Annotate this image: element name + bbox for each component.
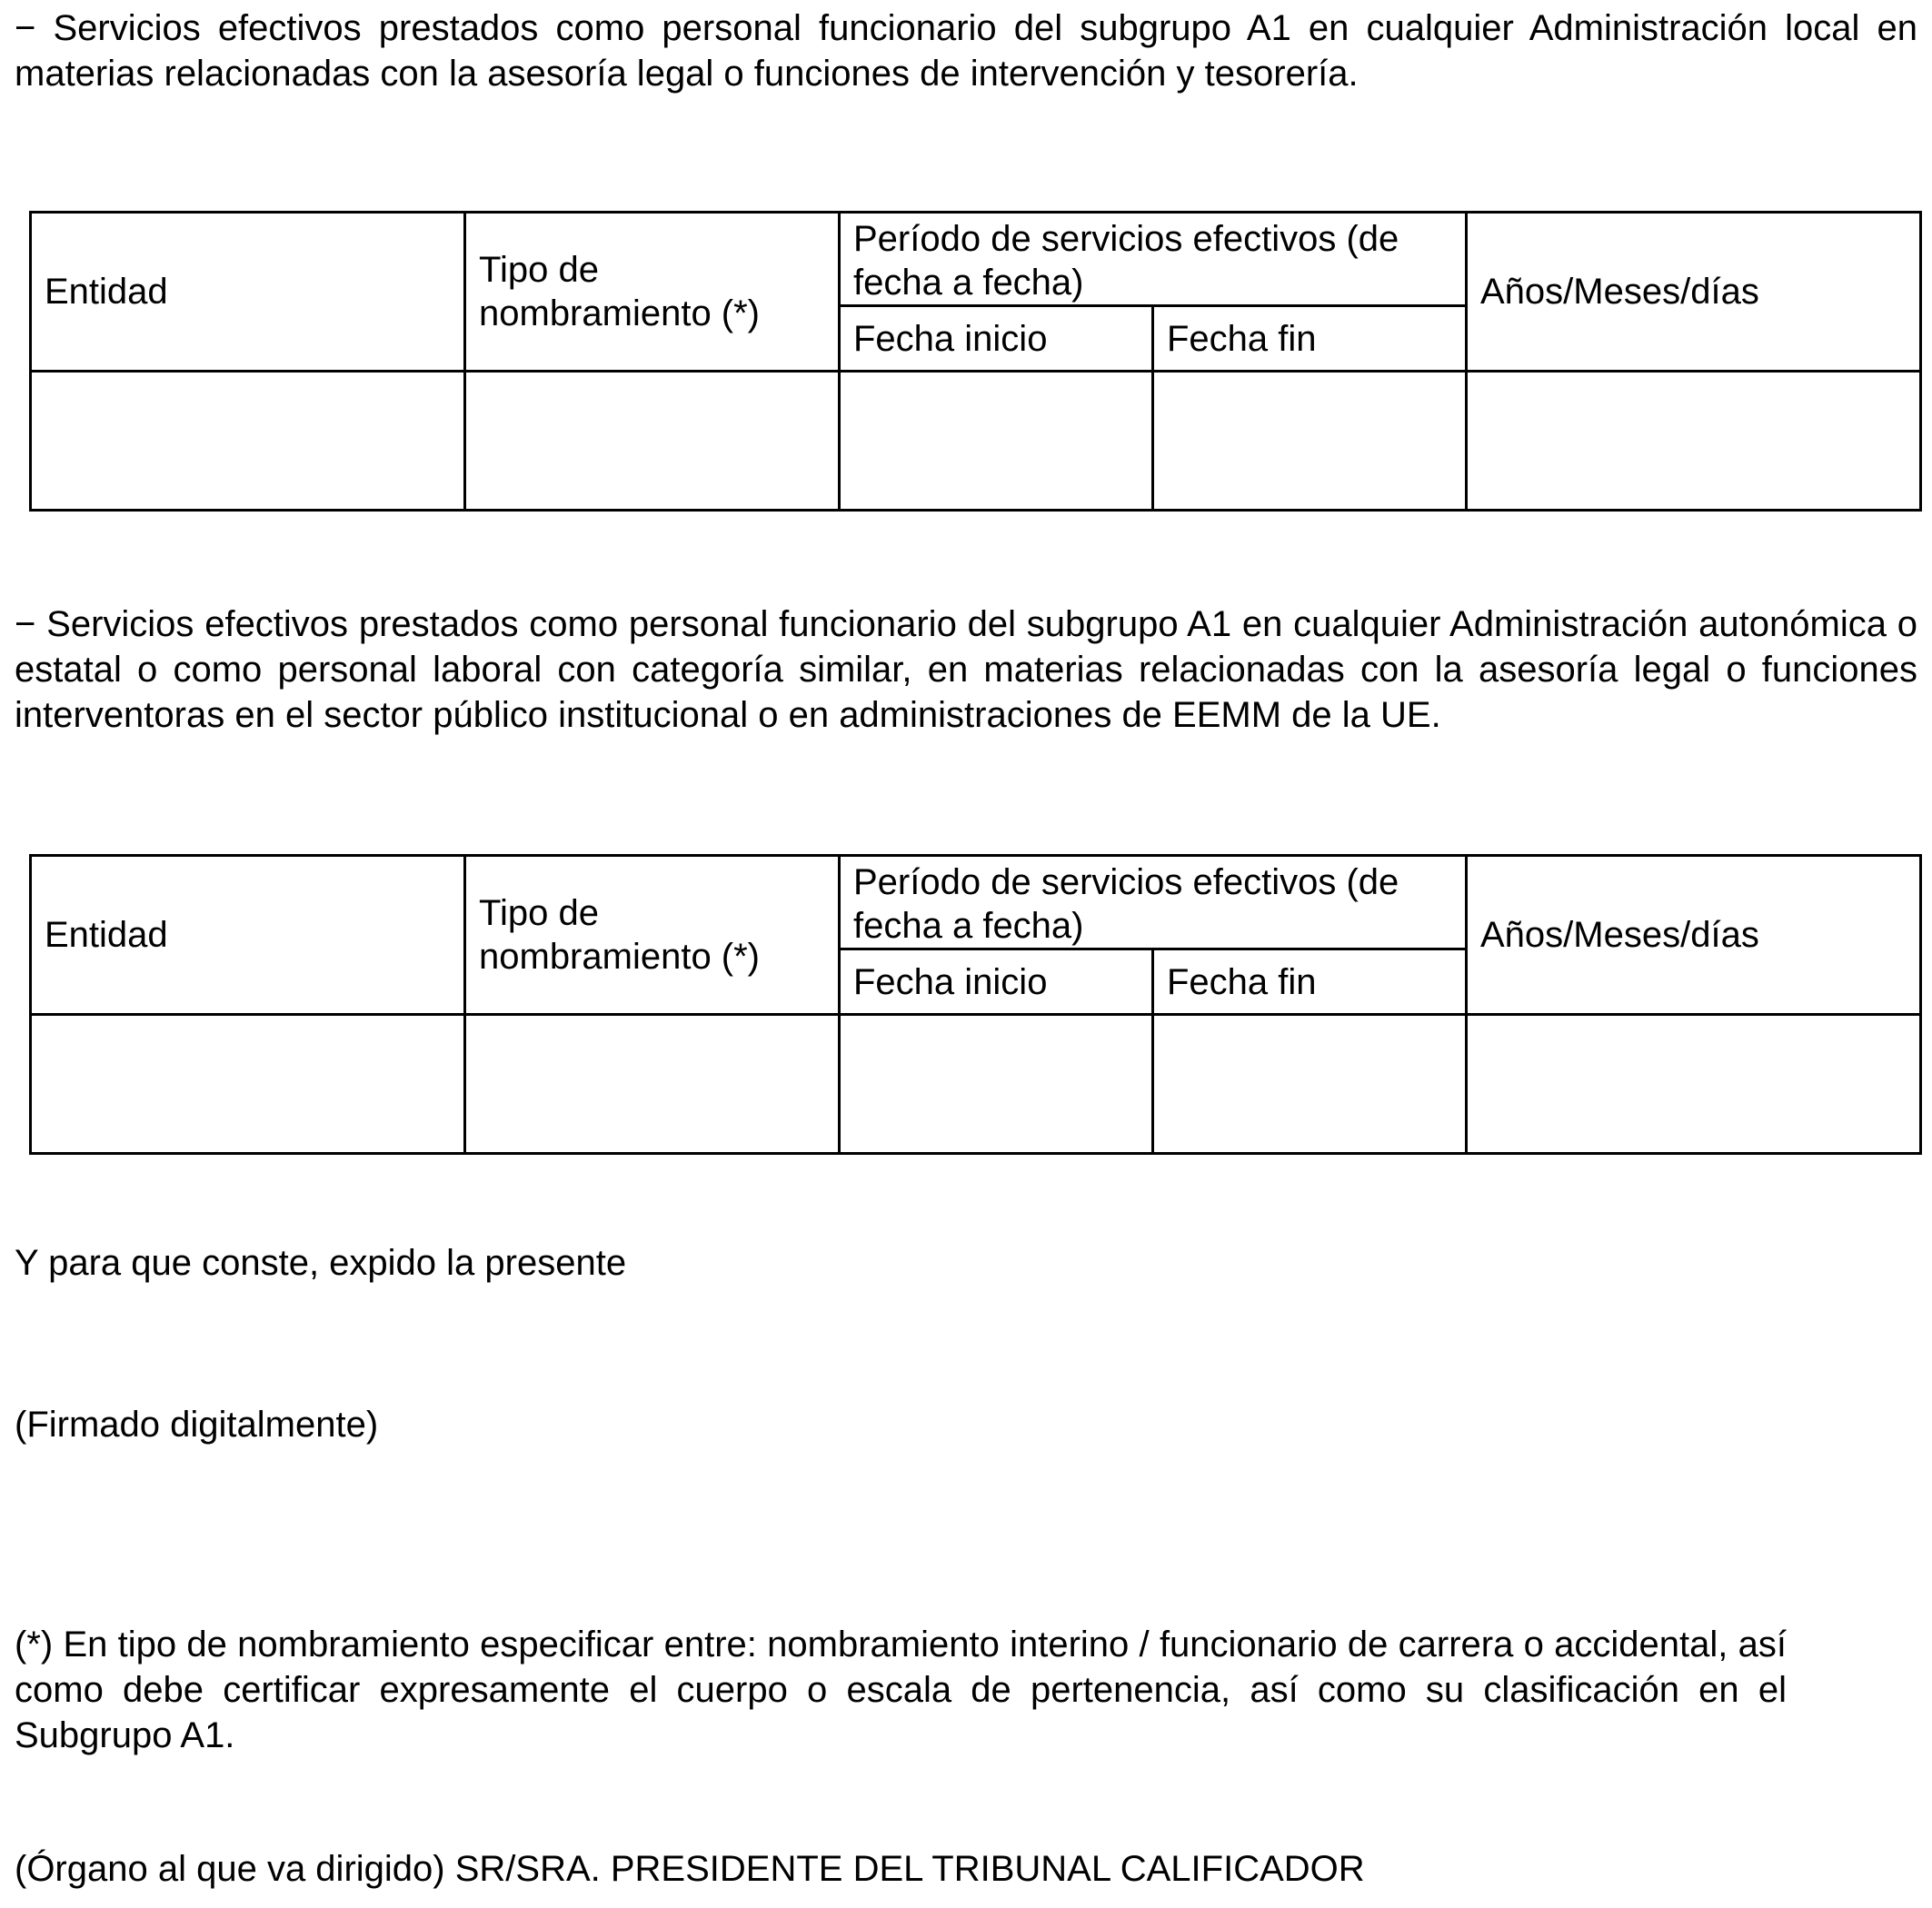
header-duracion: Años/Meses/días [1467, 856, 1921, 1015]
footnote: (*) En tipo de nombramiento especificar entre: nombramiento interino / funcionario de carrera o accidental, así como debe certificar expresamente el cuerpo o escala de pertenencia, así como su clasificación en el Subgrupo A1. [15, 1625, 1787, 1755]
header-tipo-nombramiento: Tipo de nombramiento (*) [465, 856, 840, 1015]
table-row [31, 372, 1921, 511]
cell-fecha-fin[interactable] [1153, 372, 1467, 511]
header-tipo-nombramiento: Tipo de nombramiento (*) [465, 213, 840, 372]
cell-tipo-nombramiento[interactable] [465, 1015, 840, 1154]
cell-fecha-inicio[interactable] [840, 1015, 1153, 1154]
addressee: (Órgano al que va dirigido) SR/SRA. PRESIDENTE DEL TRIBUNAL CALIFICADOR [15, 1849, 1365, 1889]
section-1-paragraph: − Servicios efectivos prestados como personal funcionario del subgrupo A1 en cualquier Administración local en materias relacionadas con la asesoría legal o funciones de intervención y tesorería. [15, 8, 1917, 94]
cell-entidad[interactable] [31, 372, 465, 511]
cell-fecha-fin[interactable] [1153, 1015, 1467, 1154]
header-fecha-fin: Fecha fin [1153, 306, 1467, 372]
signature-note: (Firmado digitalmente) [15, 1405, 379, 1445]
cell-duracion[interactable] [1467, 1015, 1921, 1154]
header-entidad: Entidad [31, 213, 465, 372]
header-entidad: Entidad [31, 856, 465, 1015]
header-fecha-inicio: Fecha inicio [840, 949, 1153, 1015]
cell-fecha-inicio[interactable] [840, 372, 1153, 511]
closing-statement: Y para que conste, expido la presente [15, 1243, 627, 1283]
cell-tipo-nombramiento[interactable] [465, 372, 840, 511]
services-table-autonomica-estatal [29, 854, 1922, 1155]
header-duracion: Años/Meses/días [1467, 213, 1921, 372]
section-2-paragraph: − Servicios efectivos prestados como personal funcionario del subgrupo A1 en cualquier Administración autonómica o estatal o como personal laboral con categoría similar, en materias relacionadas con la asesoría legal o funciones interventoras en el sector público institucional o en administraciones de EEMM de la UE. [15, 604, 1917, 735]
cell-entidad[interactable] [31, 1015, 465, 1154]
cell-duracion[interactable] [1467, 372, 1921, 511]
table-row [31, 1015, 1921, 1154]
header-fecha-inicio: Fecha inicio [840, 306, 1153, 372]
services-table-local [29, 211, 1922, 512]
header-fecha-fin: Fecha fin [1153, 949, 1467, 1015]
header-periodo: Período de servicios efectivos (de fecha a fecha) [840, 856, 1467, 949]
header-periodo: Período de servicios efectivos (de fecha a fecha) [840, 213, 1467, 306]
